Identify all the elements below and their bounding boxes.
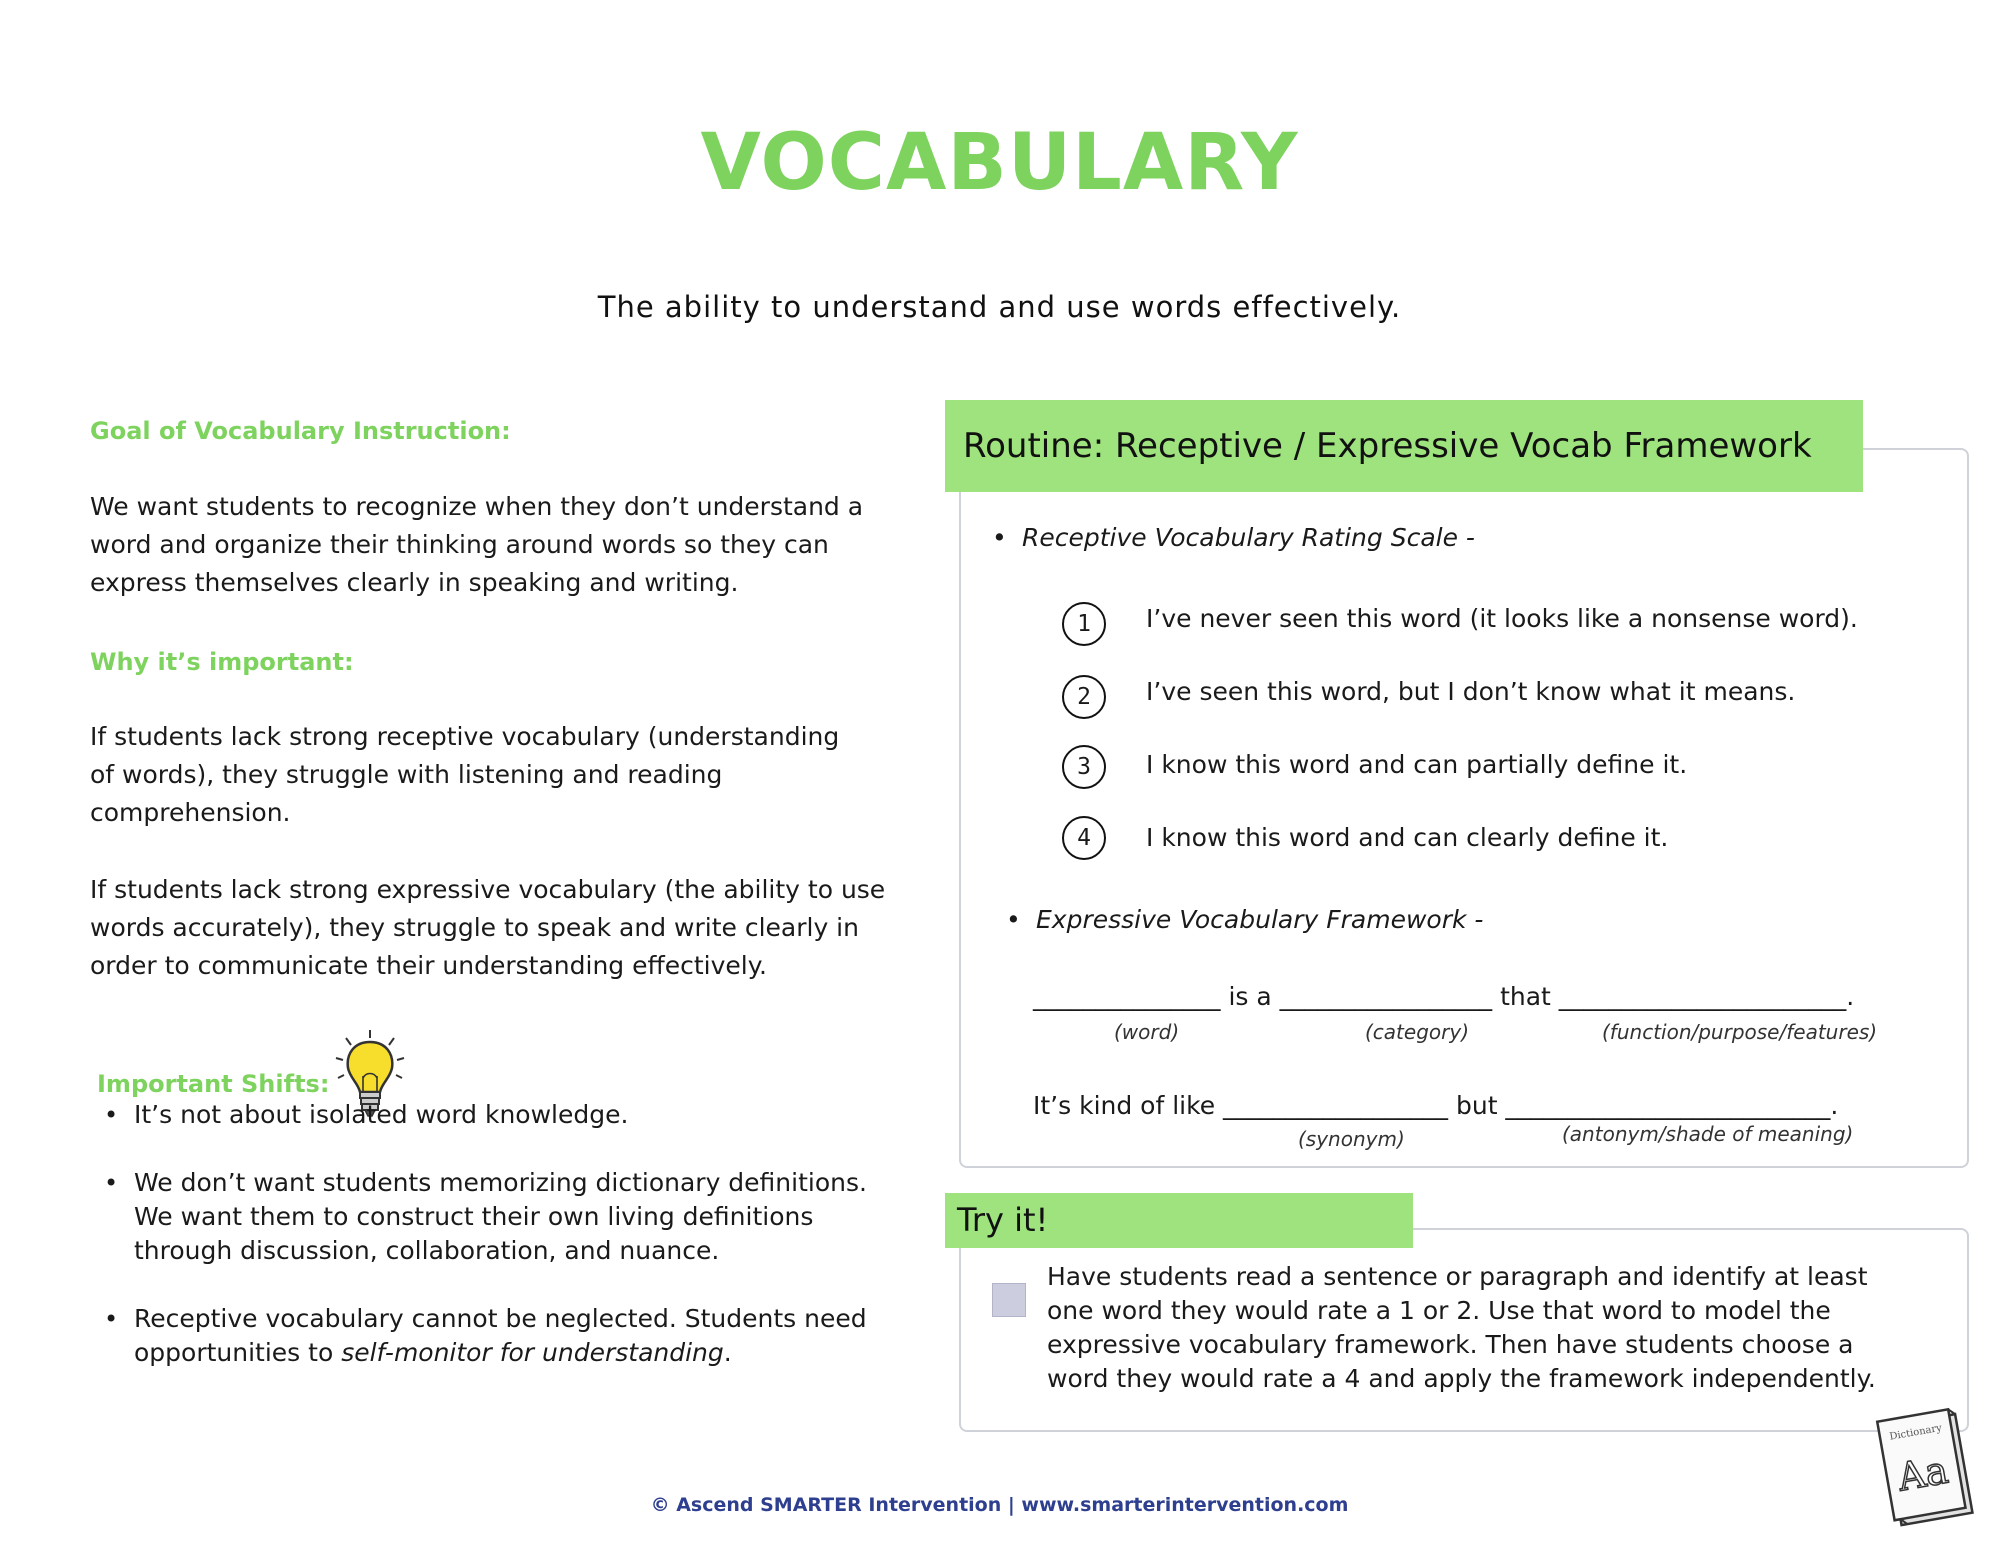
goal-heading: Goal of Vocabulary Instruction: <box>90 417 511 445</box>
page-title: VOCABULARY <box>700 118 1299 208</box>
label-word: (word) <box>1114 1020 1180 1044</box>
label-category: (category) <box>1365 1020 1469 1044</box>
rating-1-text: I’ve never seen this word (it looks like a nonsense word). <box>1146 604 1858 633</box>
rating-1-circle: 1 <box>1062 602 1106 646</box>
expressive-label: • Expressive Vocabulary Framework - <box>1036 905 1483 934</box>
list-item <box>98 1166 898 1268</box>
rating-3-circle: 3 <box>1062 745 1106 789</box>
rating-2-circle: 2 <box>1062 675 1106 719</box>
list-item <box>98 1098 898 1132</box>
rating-3-text: I know this word and can partially define it. <box>1146 750 1688 779</box>
routine-heading: Routine: Receptive / Expressive Vocab Framework <box>945 400 1863 492</box>
label-synonym: (synonym) <box>1298 1127 1405 1151</box>
shift-3-text: Receptive vocabulary cannot be neglected. Students need opportunities to <box>134 1304 867 1367</box>
why-heading: Why it’s important: <box>90 648 354 676</box>
receptive-label: • Receptive Vocabulary Rating Scale - <box>1022 523 1475 552</box>
why-paragraph-2: If students lack strong expressive vocabulary (the ability to use words accurately), they struggle to speak and write clearly in order to communicate their understanding effectively. <box>90 875 886 980</box>
goal-text: We want students to recognize when they don’t understand a word and organize their thinking around words so they can express themselves clearly in speaking and writing. <box>90 492 864 597</box>
try-heading: Try it! <box>945 1193 1413 1248</box>
frame-sentence-1: _______________ is a _________________ that _______________________. <box>1033 982 1855 1011</box>
label-antonym: (antonym/shade of meaning) <box>1562 1122 1854 1146</box>
shift-3-period: . <box>723 1338 732 1367</box>
shifts-heading: Important Shifts: <box>97 1070 330 1098</box>
routine-card <box>959 448 1969 1168</box>
shift-2-text: We don’t want students memorizing dictionary definitions. We want them to construct their own living definitions through discussion, collaboration, and nuance. <box>134 1168 867 1265</box>
rating-4-circle: 4 <box>1062 816 1106 860</box>
shift-1-text: It’s not about isolated word knowledge. <box>134 1100 629 1129</box>
shift-3-emphasis: self-monitor for understanding <box>341 1338 724 1367</box>
footer-credit: © Ascend SMARTER Intervention | www.smarterintervention.com <box>650 1494 1349 1516</box>
shifts-list <box>98 1098 898 1404</box>
try-text: Have students read a sentence or paragraph and identify at least one word they would rate a 1 or 2. Use that word to model the expressive vocabulary framework. Then have students choose a word they would rate a 4 and apply the framework independently. <box>1047 1262 1876 1393</box>
page-subtitle: The ability to understand and use words effectively. <box>597 290 1402 324</box>
rating-4-text: I know this word and can clearly define it. <box>1146 823 1669 852</box>
try-checkbox[interactable] <box>992 1283 1026 1317</box>
dictionary-glyph: Aa <box>1894 1447 1952 1500</box>
frame-sentence-2: It’s kind of like __________________ but __________________________. <box>1033 1091 1839 1120</box>
list-item <box>98 1302 898 1370</box>
rating-2-text: I’ve seen this word, but I don’t know what it means. <box>1146 677 1796 706</box>
why-paragraph-1: If students lack strong receptive vocabulary (understanding of words), they struggle with listening and reading comprehension. <box>90 722 840 827</box>
label-function: (function/purpose/features) <box>1602 1020 1878 1044</box>
dictionary-label: Dictionary <box>1888 1422 1943 1443</box>
